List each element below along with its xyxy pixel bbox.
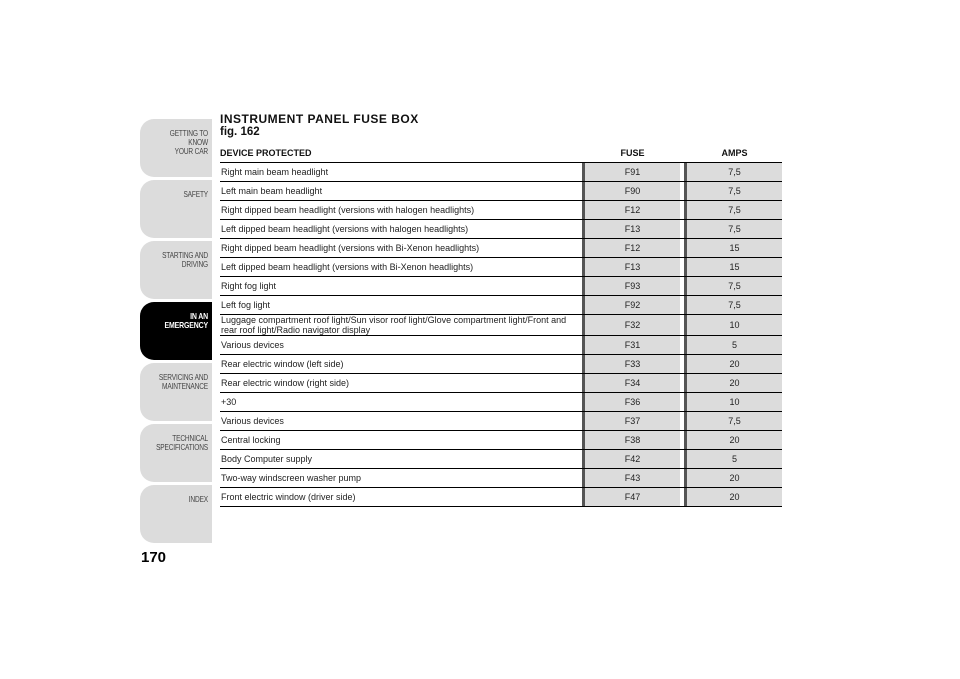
row-fuse: F36 bbox=[585, 393, 680, 412]
table-row bbox=[220, 374, 782, 393]
table-row bbox=[220, 488, 782, 507]
tab-safety[interactable] bbox=[140, 180, 212, 238]
tab-in-an-emergency[interactable] bbox=[140, 302, 212, 360]
row-amps: 15 bbox=[687, 239, 782, 258]
row-fuse: F32 bbox=[585, 315, 680, 336]
row-amps: 5 bbox=[687, 450, 782, 469]
row-amps: 15 bbox=[687, 258, 782, 277]
row-fuse: F13 bbox=[585, 258, 680, 277]
row-fuse: F33 bbox=[585, 355, 680, 374]
row-fuse: F34 bbox=[585, 374, 680, 393]
tab-servicing-maintenance[interactable] bbox=[140, 363, 212, 421]
row-device: Various devices bbox=[220, 336, 578, 355]
row-amps: 7,5 bbox=[687, 412, 782, 431]
row-device: Various devices bbox=[220, 412, 578, 431]
tab-label: INDEX bbox=[188, 495, 208, 504]
row-device: Body Computer supply bbox=[220, 450, 578, 469]
row-amps: 7,5 bbox=[687, 163, 782, 182]
table-row bbox=[220, 355, 782, 374]
row-device: Right dipped beam headlight (versions with halogen headlights) bbox=[220, 201, 578, 220]
table-row bbox=[220, 450, 782, 469]
table-row bbox=[220, 393, 782, 412]
row-fuse: F13 bbox=[585, 220, 680, 239]
row-amps: 10 bbox=[687, 393, 782, 412]
row-fuse: F91 bbox=[585, 163, 680, 182]
table-row bbox=[220, 258, 782, 277]
row-device: +30 bbox=[220, 393, 578, 412]
tab-label: SERVICING AND MAINTENANCE bbox=[158, 373, 208, 391]
row-device: Two-way windscreen washer pump bbox=[220, 469, 578, 488]
table-row bbox=[220, 431, 782, 450]
row-device: Left dipped beam headlight (versions with halogen headlights) bbox=[220, 220, 578, 239]
row-device: Right fog light bbox=[220, 277, 578, 296]
row-fuse: F37 bbox=[585, 412, 680, 431]
row-amps: 7,5 bbox=[687, 296, 782, 315]
tab-label: GETTING TO KNOW YOUR CAR bbox=[169, 129, 208, 156]
row-fuse: F42 bbox=[585, 450, 680, 469]
row-device: Rear electric window (left side) bbox=[220, 355, 578, 374]
row-amps: 20 bbox=[687, 488, 782, 507]
row-device: Central locking bbox=[220, 431, 578, 450]
row-amps: 7,5 bbox=[687, 182, 782, 201]
fuse-table bbox=[220, 146, 782, 507]
table-row bbox=[220, 220, 782, 239]
chapter-sidebar bbox=[140, 119, 212, 546]
row-amps: 10 bbox=[687, 315, 782, 336]
row-device: Left main beam headlight bbox=[220, 182, 578, 201]
row-device: Right main beam headlight bbox=[220, 163, 578, 182]
table-row bbox=[220, 277, 782, 296]
table-row bbox=[220, 201, 782, 220]
tab-label: SAFETY bbox=[183, 190, 208, 199]
tab-label: STARTING AND DRIVING bbox=[162, 251, 208, 269]
figure-reference: fig. 162 bbox=[220, 126, 260, 138]
table-row bbox=[220, 296, 782, 315]
section-title: INSTRUMENT PANEL FUSE BOX bbox=[220, 112, 419, 126]
table-row bbox=[220, 182, 782, 201]
row-amps: 7,5 bbox=[687, 201, 782, 220]
row-device: Rear electric window (right side) bbox=[220, 374, 578, 393]
row-amps: 7,5 bbox=[687, 277, 782, 296]
table-row bbox=[220, 412, 782, 431]
table-row bbox=[220, 239, 782, 258]
row-device: Luggage compartment roof light/Sun visor roof light/Glove compartment light/Front and rear roof light/Radio navigator display bbox=[220, 315, 578, 336]
tab-index[interactable] bbox=[140, 485, 212, 543]
row-amps: 20 bbox=[687, 469, 782, 488]
row-fuse: F31 bbox=[585, 336, 680, 355]
header-device: DEVICE PROTECTED bbox=[220, 146, 578, 163]
table-body bbox=[220, 163, 782, 507]
table-row bbox=[220, 315, 782, 336]
tab-starting-driving[interactable] bbox=[140, 241, 212, 299]
header-fuse: FUSE bbox=[585, 146, 680, 163]
row-amps: 20 bbox=[687, 374, 782, 393]
tab-technical-specifications[interactable] bbox=[140, 424, 212, 482]
row-fuse: F38 bbox=[585, 431, 680, 450]
header-amps: AMPS bbox=[687, 146, 782, 163]
row-device: Right dipped beam headlight (versions with Bi-Xenon headlights) bbox=[220, 239, 578, 258]
tab-label: TECHNICAL SPECIFICATIONS bbox=[156, 434, 208, 452]
row-device: Left dipped beam headlight (versions with Bi-Xenon headlights) bbox=[220, 258, 578, 277]
row-fuse: F47 bbox=[585, 488, 680, 507]
table-row bbox=[220, 163, 782, 182]
tab-getting-to-know[interactable] bbox=[140, 119, 212, 177]
row-fuse: F12 bbox=[585, 239, 680, 258]
table-row bbox=[220, 336, 782, 355]
row-amps: 20 bbox=[687, 355, 782, 374]
row-fuse: F43 bbox=[585, 469, 680, 488]
page-number: 170 bbox=[141, 549, 167, 566]
row-fuse: F12 bbox=[585, 201, 680, 220]
row-amps: 5 bbox=[687, 336, 782, 355]
row-fuse: F90 bbox=[585, 182, 680, 201]
table-header-row bbox=[220, 146, 782, 163]
row-device: Left fog light bbox=[220, 296, 578, 315]
row-device: Front electric window (driver side) bbox=[220, 488, 578, 507]
row-fuse: F93 bbox=[585, 277, 680, 296]
row-amps: 7,5 bbox=[687, 220, 782, 239]
table-row bbox=[220, 469, 782, 488]
row-amps: 20 bbox=[687, 431, 782, 450]
main-content bbox=[220, 113, 780, 507]
tab-label: IN AN EMERGENCY bbox=[164, 311, 208, 330]
row-fuse: F92 bbox=[585, 296, 680, 315]
